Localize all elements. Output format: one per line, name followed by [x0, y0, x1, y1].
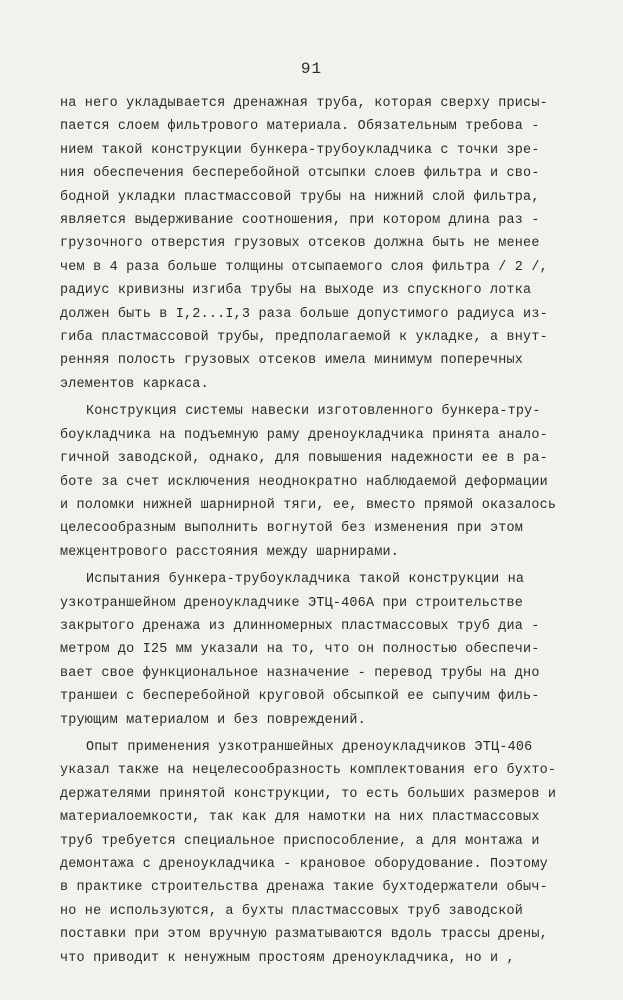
text-line: боукладчика на подъемную раму дреноукладчика принята анало- [60, 427, 548, 443]
text-line: грузочного отверстия грузовых отсеков должна быть не менее [60, 236, 540, 252]
text-line: узкотраншейном дреноукладчике ЭТЦ-406А при строительстве [60, 595, 524, 611]
text-line: радиус кривизны изгиба трубы на выходе из спускного лотка [60, 283, 532, 299]
text-line: в практике строительства дренажа такие бухтодержатели обыч- [60, 880, 548, 896]
text-line: нием такой конструкции бункера-трубоукладчика с точки зре- [60, 142, 540, 158]
text-line: указал также на нецелесообразность комплектования его бухто- [60, 763, 557, 779]
text-line: труб требуется специальное приспособление, а для монтажа и [60, 833, 540, 849]
text-line: бодной укладки пластмассовой трубы на нижний слой фильтра, [60, 189, 540, 205]
text-line: держателями принятой конструкции, то есть больших размеров и [60, 786, 557, 802]
text-line: ренняя полость грузовых отсеков имела минимум поперечных [60, 353, 524, 369]
text-line: должен быть в I,2...I,3 раза больше допустимого радиуса из- [60, 306, 548, 322]
text-line: что приводит к ненужным простоям дреноукладчика, но и , [60, 950, 515, 966]
text-line: демонтажа с дреноукладчика - крановое оборудование. Поэтому [60, 857, 548, 872]
text-line: межцентрового расстояния между шарнирами. [60, 544, 400, 560]
text-line: материалоемкости, так как для намотки на них пластмассовых [60, 810, 540, 826]
paragraph [60, 568, 570, 732]
text-line: гичной заводской, однако, для повышения надежности ее в ра- [60, 451, 548, 467]
text-line: целесообразным выполнить вогнутой без изменения при этом [60, 521, 524, 537]
text-line: Испытания бункера-трубоукладчика такой конструкции на [86, 572, 525, 588]
paragraph [60, 400, 570, 564]
text-line: является выдерживание соотношения, при котором длина раз - [60, 213, 540, 229]
text-line: боте за счет исключения неоднократно наблюдаемой деформации [60, 474, 548, 490]
text-line: метром до I25 мм указали на то, что он полностью обеспечи- [60, 642, 540, 658]
text-line: и поломки нижней шарнирной тяги, ее, вместо прямой оказалось [60, 497, 557, 513]
page-number: 91 [300, 60, 323, 78]
text-line: но не используются, а бухты пластмассовых труб заводской [60, 903, 524, 919]
text-line: гиба пластмассовой трубы, предполагаемой к укладке, а внут- [60, 330, 548, 346]
text-line: на него укладывается дренажная труба, которая сверху присы- [60, 96, 548, 111]
text-line: поставки при этом вручную разматываются вдоль трассы дрены, [60, 927, 548, 943]
text-line: Опыт применения узкотраншейных дреноукладчиков ЭТЦ-406 [86, 739, 533, 755]
text-line: элементов каркаса. [60, 376, 209, 392]
text-line: закрытого дренажа из длинномерных пластмассовых труб диа - [60, 618, 540, 634]
text-line: Конструкция системы навески изготовленного бункера-тру- [86, 404, 541, 420]
text-line: траншеи с бесперебойной круговой обсыпкой ее сыпучим филь- [60, 689, 540, 705]
text-line: ния обеспечения бесперебойной отсыпки слоев фильтра и сво- [60, 166, 540, 182]
text-line: пается слоем фильтрового материала. Обязательным требова - [60, 119, 540, 135]
text-line: чем в 4 раза больше толщины отсыпаемого слоя фильтра / 2 /, [60, 259, 548, 275]
paragraph [60, 92, 570, 396]
paragraph [60, 736, 570, 970]
body-text [60, 92, 570, 970]
text-line: трующим материалом и без повреждений. [60, 712, 366, 728]
text-line: вает свое функциональное назначение - перевод трубы на дно [60, 665, 540, 681]
